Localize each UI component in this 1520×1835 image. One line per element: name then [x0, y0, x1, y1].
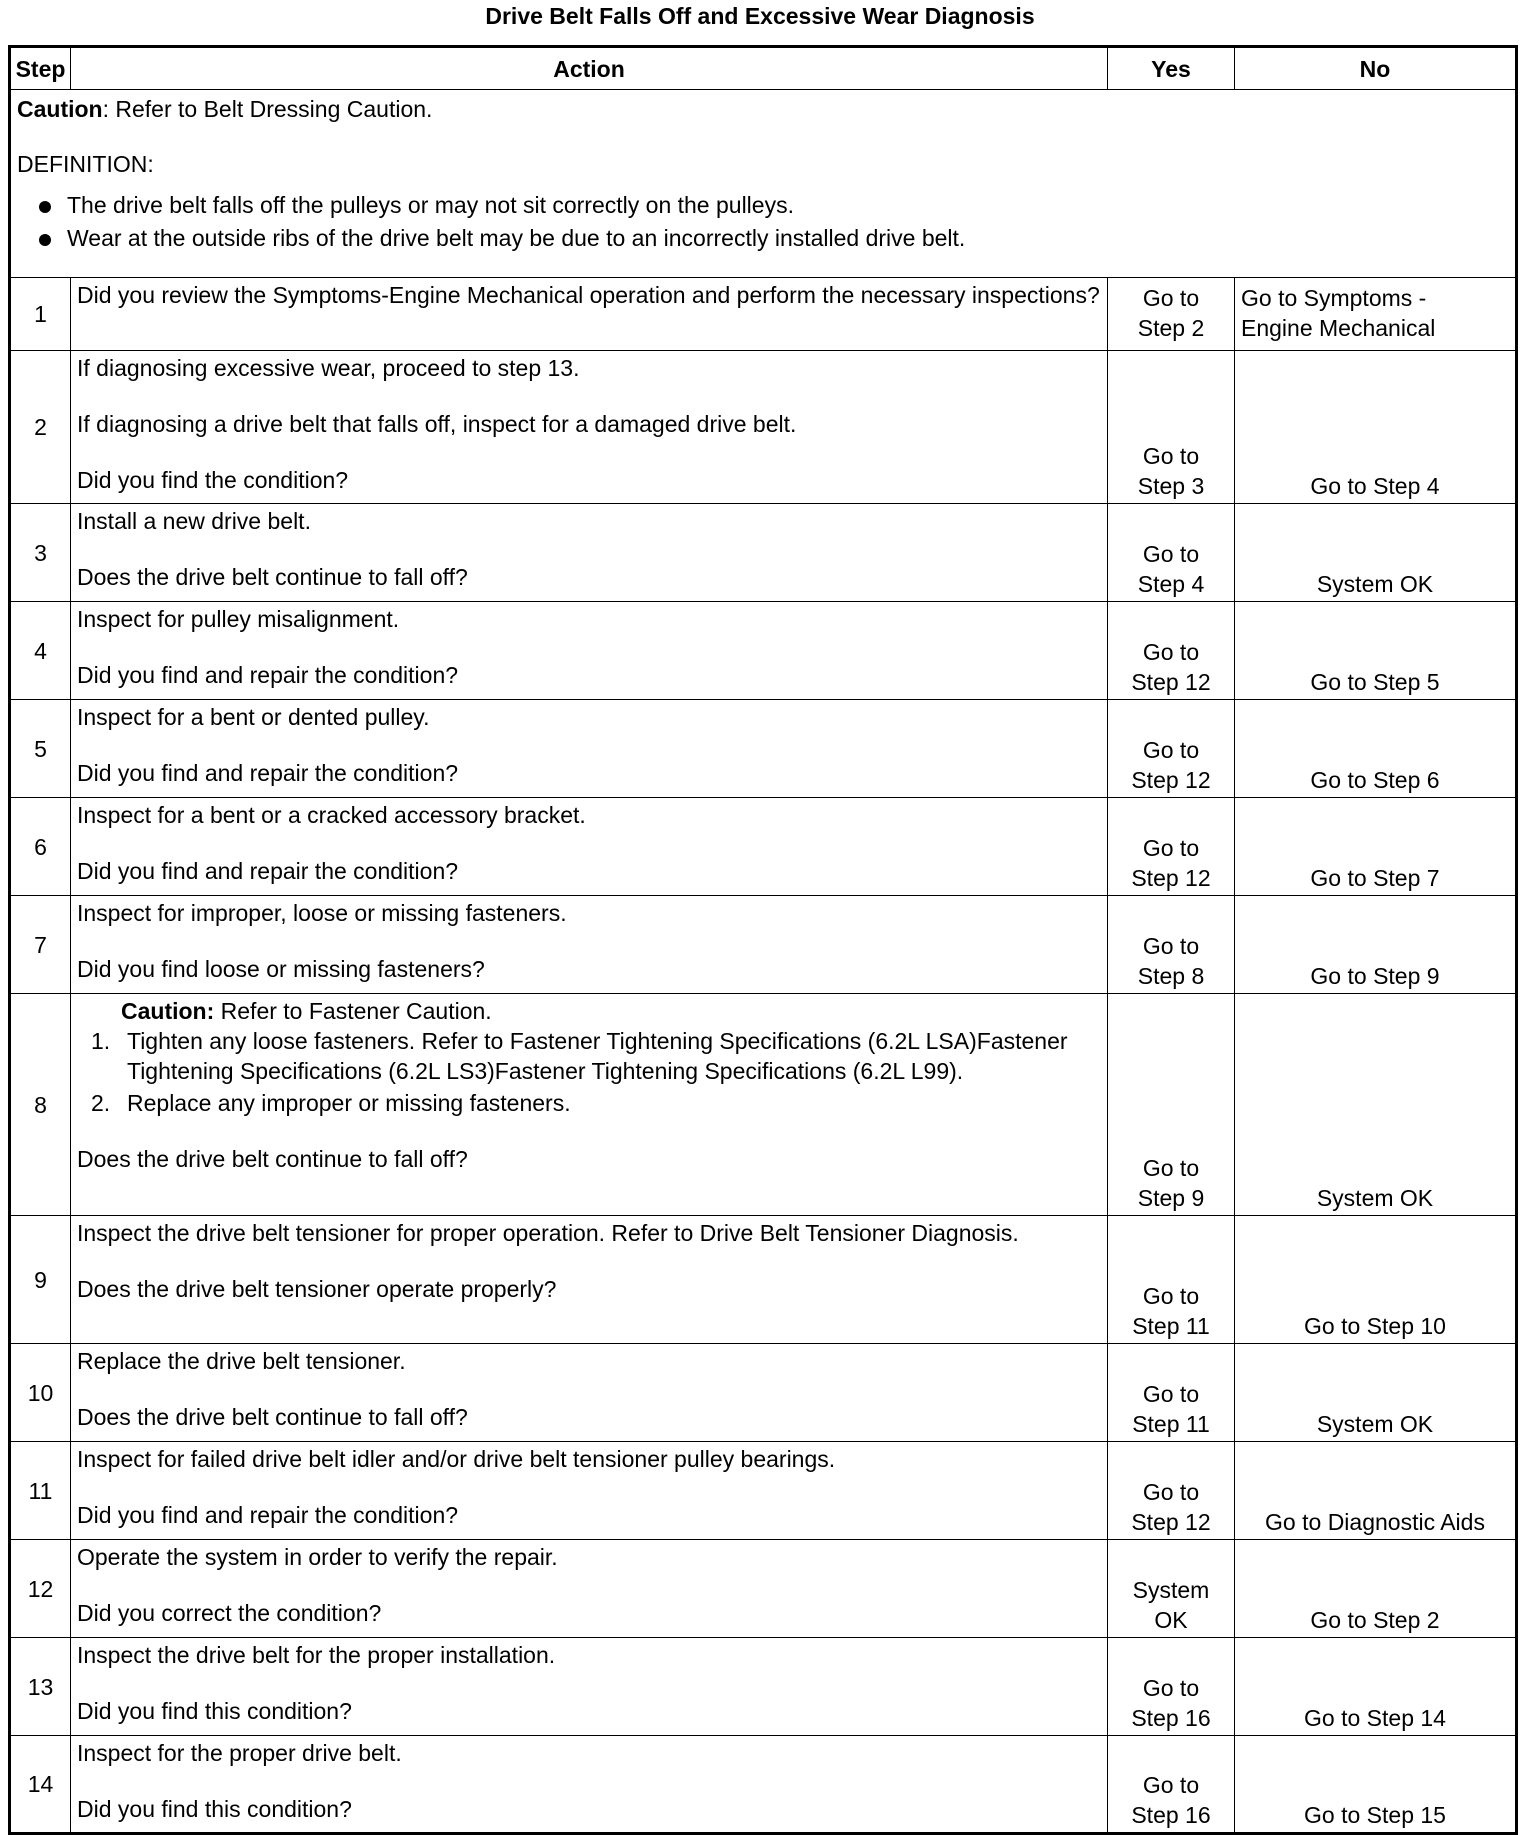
list-item: 2. Replace any improper or missing fasteners.	[91, 1090, 571, 1116]
step-number: 1	[10, 278, 71, 351]
step-no: Go to Symptoms - Engine Mechanical	[1235, 278, 1517, 351]
step-yes: Go to Step 11	[1108, 1344, 1235, 1442]
step-yes: Go to Step 12	[1108, 602, 1235, 700]
step-number: 7	[10, 896, 71, 994]
intro-caution	[17, 94, 1509, 124]
list-item: The drive belt falls off the pulleys or may not sit correctly on the pulleys.	[17, 189, 1509, 222]
step-action: Inspect for the proper drive belt. Did you find this condition?	[71, 1736, 1108, 1834]
numbered-list	[77, 1026, 1101, 1118]
step-no: Go to Step 14	[1235, 1638, 1517, 1736]
header-yes: Yes	[1108, 47, 1235, 90]
table-row	[10, 700, 1517, 798]
step-number: 9	[10, 1216, 71, 1344]
step-number: 4	[10, 602, 71, 700]
step-action: Did you review the Symptoms-Engine Mechanical operation and perform the necessary inspections?	[71, 278, 1108, 351]
step-yes: Go to Step 8	[1108, 896, 1235, 994]
step-action: Replace the drive belt tensioner. Does the drive belt continue to fall off?	[71, 1344, 1108, 1442]
step-action: Inspect the drive belt for the proper installation. Did you find this condition?	[71, 1638, 1108, 1736]
step-no: System OK	[1235, 994, 1517, 1216]
step-action: Inspect for improper, loose or missing fasteners. Did you find loose or missing fasteners?	[71, 896, 1108, 994]
step-action: Inspect for pulley misalignment. Did you find and repair the condition?	[71, 602, 1108, 700]
step-no: Go to Step 9	[1235, 896, 1517, 994]
step-action: Operate the system in order to verify the repair. Did you correct the condition?	[71, 1540, 1108, 1638]
step-yes: Go to Step 3	[1108, 351, 1235, 504]
step-number: 13	[10, 1638, 71, 1736]
table-row	[10, 1442, 1517, 1540]
step-no: Go to Step 2	[1235, 1540, 1517, 1638]
table-row	[10, 351, 1517, 504]
step-yes: Go to Step 12	[1108, 1442, 1235, 1540]
step-no: Go to Step 7	[1235, 798, 1517, 896]
table-row	[10, 1638, 1517, 1736]
intro-cell	[10, 90, 1517, 278]
header-row	[10, 47, 1517, 90]
step-number: 12	[10, 1540, 71, 1638]
step-yes: System OK	[1108, 1540, 1235, 1638]
table-row	[10, 1344, 1517, 1442]
step-action: Inspect for a bent or dented pulley. Did you find and repair the condition?	[71, 700, 1108, 798]
step-yes: Go to Step 16	[1108, 1736, 1235, 1834]
table-row	[10, 896, 1517, 994]
table-row	[10, 278, 1517, 351]
step-no: Go to Step 5	[1235, 602, 1517, 700]
step-caution: Caution: Refer to Fastener Caution.	[121, 998, 492, 1024]
step-yes: Go to Step 11	[1108, 1216, 1235, 1344]
step-number: 2	[10, 351, 71, 504]
intro-caution-label: Caution	[17, 96, 103, 122]
table-row	[10, 1540, 1517, 1638]
step-yes: Go to Step 9	[1108, 994, 1235, 1216]
step-no: Go to Step 6	[1235, 700, 1517, 798]
step-yes: Go to Step 16	[1108, 1638, 1235, 1736]
step-no: System OK	[1235, 504, 1517, 602]
step-yes: Go to Step 2	[1108, 278, 1235, 351]
step-action: Inspect for failed drive belt idler and/or drive belt tensioner pulley bearings. Did you find and repair the condition?	[71, 1442, 1108, 1540]
table-row	[10, 798, 1517, 896]
diagnosis-table	[8, 45, 1518, 1835]
step-action: Caution: Refer to Fastener Caution. 1. Tighten any loose fasteners. Refer to Fastener Tightening Specifications (6.2L LSA)Fastener Tightening Specifications (6.2L LS3)Fastener Tightening Specifications (6.2L L99). 2. Replace any improper or missing fasteners. Does the drive belt continue to fall off?	[71, 994, 1108, 1216]
step-yes: Go to Step 4	[1108, 504, 1235, 602]
intro-row	[10, 90, 1517, 278]
step-action: Install a new drive belt. Does the drive belt continue to fall off?	[71, 504, 1108, 602]
step-number: 11	[10, 1442, 71, 1540]
step-no: System OK	[1235, 1344, 1517, 1442]
step-yes: Go to Step 12	[1108, 700, 1235, 798]
step-no: Go to Step 15	[1235, 1736, 1517, 1834]
step-number: 6	[10, 798, 71, 896]
step-number: 8	[10, 994, 71, 1216]
step-number: 3	[10, 504, 71, 602]
document-title: Drive Belt Falls Off and Excessive Wear Diagnosis	[485, 3, 1035, 29]
list-item: Wear at the outside ribs of the drive belt may be due to an incorrectly installed drive belt.	[17, 222, 1509, 255]
step-number: 5	[10, 700, 71, 798]
step-no: Go to Step 10	[1235, 1216, 1517, 1344]
step-action: If diagnosing excessive wear, proceed to step 13. If diagnosing a drive belt that falls off, inspect for a damaged drive belt. Did you find the condition?	[71, 351, 1108, 504]
step-yes: Go to Step 12	[1108, 798, 1235, 896]
table-row	[10, 994, 1517, 1216]
header-action: Action	[71, 47, 1108, 90]
header-step: Step	[10, 47, 71, 90]
step-action: Inspect the drive belt tensioner for proper operation. Refer to Drive Belt Tensioner Diagnosis. Does the drive belt tensioner operate properly?	[71, 1216, 1108, 1344]
definition-list	[17, 189, 1509, 255]
header-no: No	[1235, 47, 1517, 90]
list-item: 1. Tighten any loose fasteners. Refer to Fastener Tightening Specifications (6.2L LSA)Fastener Tightening Specifications (6.2L LS3)Fastener Tightening Specifications (6.2L L99).	[91, 1028, 1068, 1084]
table-row	[10, 602, 1517, 700]
table-row	[10, 1216, 1517, 1344]
step-number: 10	[10, 1344, 71, 1442]
step-action: Inspect for a bent or a cracked accessory bracket. Did you find and repair the condition?	[71, 798, 1108, 896]
table-row	[10, 1736, 1517, 1834]
intro-caution-text: : Refer to Belt Dressing Caution.	[102, 96, 433, 122]
step-no: Go to Step 4	[1235, 351, 1517, 504]
definition-label: DEFINITION:	[17, 151, 154, 177]
table-row	[10, 504, 1517, 602]
bullet-icon	[39, 234, 51, 246]
bullet-icon	[39, 201, 51, 213]
step-no: Go to Diagnostic Aids	[1235, 1442, 1517, 1540]
step-number: 14	[10, 1736, 71, 1834]
